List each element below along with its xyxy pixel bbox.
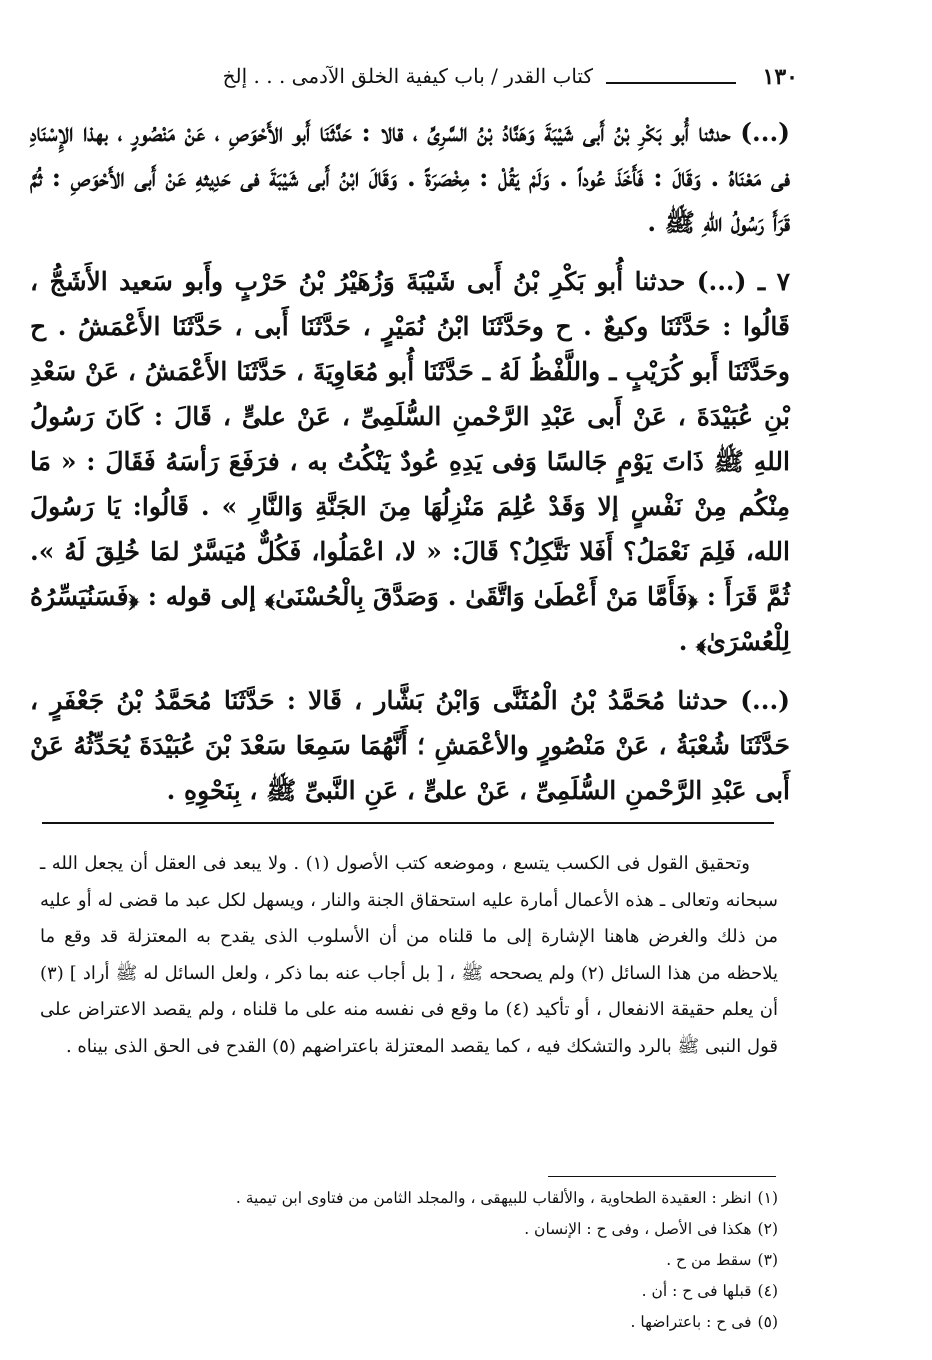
commentary-section [40,846,778,1065]
footnote-1 [60,1183,778,1214]
footnote-marker: (٤) [757,1282,778,1300]
footnote-text: هكذا فى الأصل ، وفى ح : الإنسان . [524,1220,752,1238]
footnote-marker: (٢) [757,1220,778,1238]
commentary-paragraph: وتحقيق القول فى الكسب يتسع ، وموضعه كتب الأصول (١) . ولا يبعد فى العقل أن يجعل الله ـ سبحانه وتعالى ـ هذه الأعمال أمارة عليه استحقاق الجنة والنار ، ويسهل لكل عبد ما قضى له أو عليه من ذلك والغرض هاهنا الإشارة إلى ما قلناه من أن الأسلوب الذى يقدح به المعتزلة قد وقع ما يلاحظه من هذا السائل (٢) ولم يصححه ﷺ ، [ بل أجاب عنه بما ذكر ، ولعل السائل له ﷺ أراد ] (٣) أن يعلم حقيقة الانفعال ، أو تأكيد (٤) ما وقع فى نفسه منه على ما قلناه ، ولم يقصد الاعتراض على قول النبى ﷺ بالرد والتشكك فيه ، كما يقصد المعتزلة باعتراضهم (٥) القدح فى الحق الذى بيناه . [40,853,779,1057]
footnote-text: سقط من ح . [666,1251,752,1269]
footnote-5 [60,1307,778,1338]
header-rule [606,82,736,84]
footnote-marker: (٣) [757,1251,778,1269]
hadith-paragraph-2: ٧ ـ (...) حدثنا أُبو بَكْرِ بْنُ أَبى شَيْبَةَ وَزُهَيْرُ بْنُ حَرْبٍ وأَبو سَعيد الأَشَجُّ ، قَالُوا : حَدَّثَنَا وكيعٌ . ح وحَدَّثَنَا ابْنُ نُمَيْرٍ ، حَدَّثَنَا أَبى ، حَدَّثَنَا الأَعْمَشُ . ح وحَدَّثَنَا أَبو كُرَيْبٍ ـ واللَّفْظُ لَهُ ـ حَدَّثَنَا أُبو مُعَاوِيَةَ ، حَدَّثَنَا الأَعْمَشُ ، عَنْ سَعْدِ بْنِ عُبَيْدَةَ ، عَنْ أَبى عَبْدِ الرَّحْمنِ السُّلَمِىِّ ، عَنْ علىٍّ ، قَالَ : كَانَ رَسُولُ اللهِ ﷺ ذَاتَ يَوْمٍ جَالسًا وَفى يَدِهِ عُودٌ يَنْكُتُ به ، فرَفَعَ رَأسَهُ فَقَالَ : « مَا مِنْكُم مِنْ نَفْسٍ إلا وَقَدْ عُلِمَ مَنْزِلُهَا مِنَ الجَنَّةِ وَالنَّارِ » . قَالُوا: يَا رَسُولَ الله، فَلِمَ نَعْمَلُ؟ أَفَلا نَتَّكِلُ؟ قَالَ: « لا، اعْمَلُوا، فَكُلٌّ مُيَسَّرٌ لمَا خُلِقَ لَهُ ». ثُمَّ قَرَأَ : ﴿فَأَمَّا مَنْ أَعْطَىٰ وَاتَّقَىٰ . وَصَدَّقَ بِالْحُسْنَىٰ﴾ إلى قوله : ﴿فَسَنُيَسِّرُهُ لِلْعُسْرَىٰ﴾ . [30,267,791,656]
running-header [60,62,798,98]
commentary-divider [42,822,774,824]
footnote-4 [60,1276,778,1307]
hadith-paragraph-1: (...) حدثنا أُبو بَكْرِ بْنُ أَبى شَيْبَةَ وَهَنَّادُ بْنُ السَّرِىِّ ، قالا : حَدَّثَنَا أَبو الأَحْوَصِ ، عَنْ مَنْصُورٍ ، بهذا الإِسْنَادِ فى مَعْنَاهُ . وَقَالَ : فَأَخَذَ عُوداً . وَلَمْ يَقُلْ : مِخْصَرَةً . وَقَالَ ابْنُ أَبى شَيْبَةَ فى حَدِيثهِ عَنْ أَبى الأَحْوَصِ : ثُمَّ قَرَأَ رَسُولُ اللهِ ﷺ . [30,118,790,237]
footnote-text: فى ح : باعتراضها . [630,1313,752,1331]
footnote-text: قبلها فى ح : أن . [641,1282,752,1300]
page-number: ١٣٠ [762,64,798,90]
chapter-title: كتاب القدر / باب كيفية الخلق الآدمى . . . إلخ [222,64,593,88]
footnote-marker: (٥) [757,1313,778,1331]
footnotes-divider [548,1176,776,1177]
main-text [30,110,790,813]
footnote-text: انظر : العقيدة الطحاوية ، والألقاب للبيهقى ، والمجلد الثامن من فتاوى ابن تيمية . [235,1189,752,1207]
hadith-paragraph-3: (...) حدثنا مُحَمَّدُ بْنُ الْمُثَنَّى وَابْنُ بَشَّار ، قَالا : حَدَّثَنَا مُحَمَّدُ بْنُ جَعْفَرٍ ، حَدَّثَنَا شُعْبَةُ ، عَنْ مَنْصُورٍ والأعْمَشِ ؛ أَنَّهُمَا سَمِعَا سَعْدَ بْنَ عُبَيْدَةَ يُحَدِّثُهُ عَنْ أَبى عَبْدِ الرَّحْمنِ السُّلَمِىِّ ، عَنْ علىٍّ ، عَنِ النَّبىِّ ﷺ ، بِنَحْوِهِ . [30,686,790,805]
footnote-2 [60,1214,778,1245]
footnotes-list [60,1183,778,1338]
footnote-marker: (١) [757,1189,778,1207]
footnote-3 [60,1245,778,1276]
